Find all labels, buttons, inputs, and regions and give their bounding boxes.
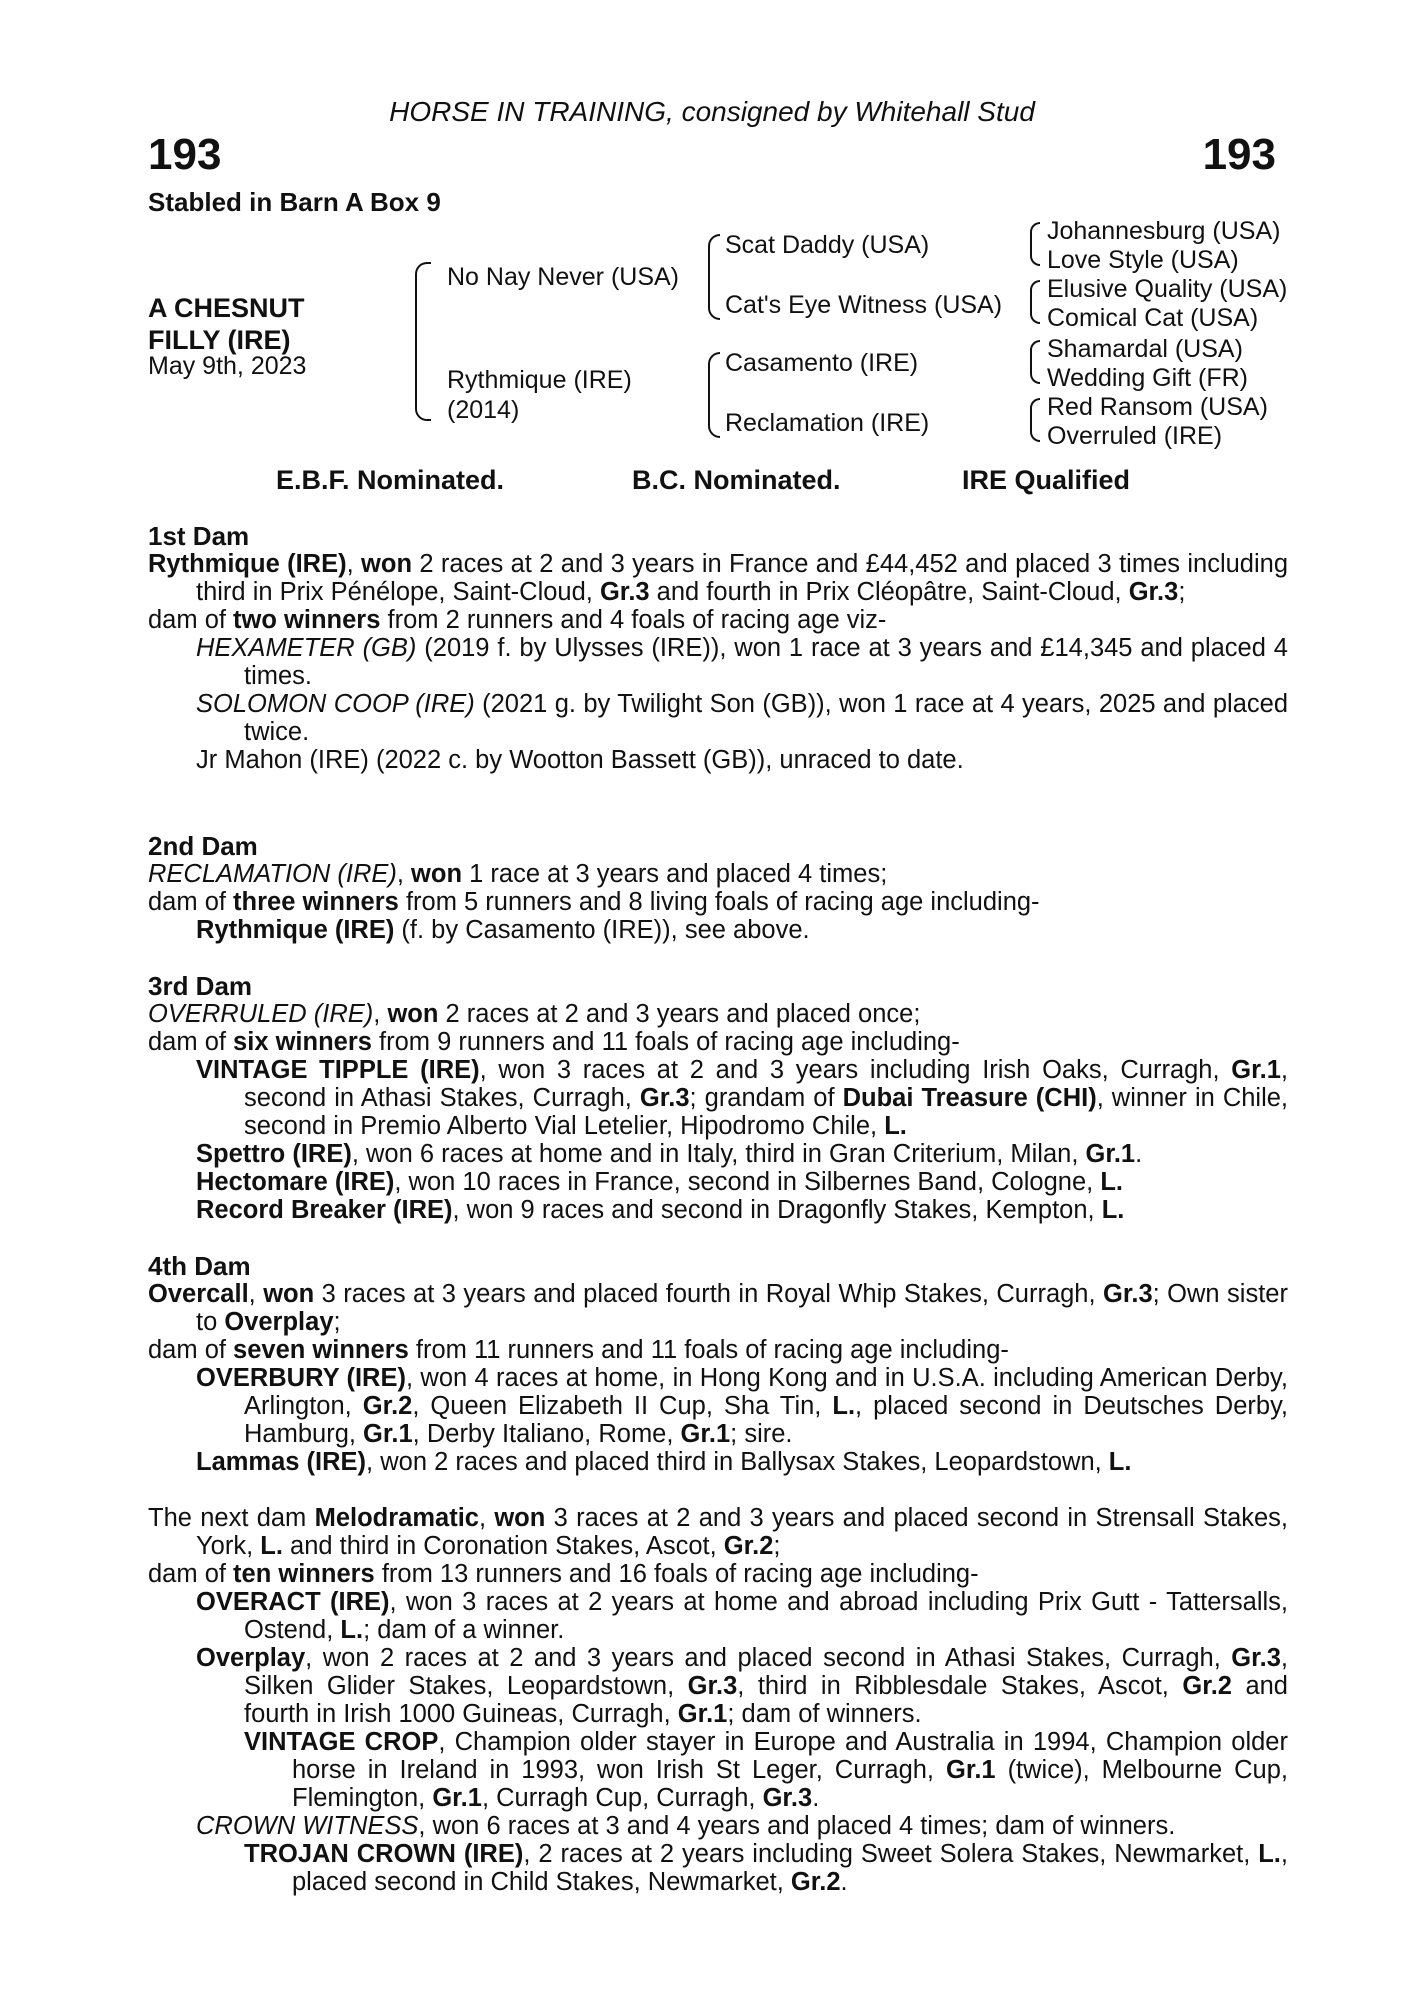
winners-count: three winners bbox=[233, 888, 399, 916]
dam-record: The next dam Melodramatic, won 3 races at 2 and 3 years and placed second in Strensall Stakes, York, L. and third in Coronation Stakes, Ascot, Gr.2; bbox=[148, 1504, 1289, 1560]
offspring-name: TROJAN CROWN (IRE) bbox=[244, 1840, 524, 1868]
offspring-entry bbox=[148, 1140, 1288, 1168]
text: (f. by Casamento (IRE)), see above. bbox=[394, 916, 810, 944]
offspring-name: OVERBURY (IRE) bbox=[196, 1364, 406, 1392]
text: , won 2 races and placed third in Ballysax Stakes, Leopardstown, bbox=[366, 1448, 1109, 1476]
offspring-name: Record Breaker (IRE) bbox=[196, 1196, 453, 1224]
text: , third in Ribblesdale Stakes, Ascot, bbox=[737, 1672, 1183, 1700]
third-dam-section bbox=[148, 972, 1288, 1224]
pedigree-brace bbox=[1030, 280, 1040, 324]
text: , won 10 races in France, second in Silbernes Band, Cologne, bbox=[394, 1168, 1101, 1196]
sister-name: Overplay bbox=[224, 1308, 334, 1336]
dam-record: OVERRULED (IRE), won 2 races at 2 and 3 years and placed once; bbox=[148, 1000, 921, 1028]
won-label: won bbox=[387, 1000, 439, 1028]
text: , Silken Glider Stakes, Leopardstown, bbox=[244, 1644, 1288, 1700]
offspring-name: CROWN WITNESS bbox=[196, 1812, 419, 1840]
pedigree-sdd: Comical Cat (USA) bbox=[1047, 304, 1259, 332]
text: from 13 runners and 16 foals of racing age including- bbox=[374, 1560, 979, 1588]
text: , placed second in Deutsches Derby, Hamburg, bbox=[244, 1392, 1289, 1448]
next-dam-section bbox=[148, 1504, 1288, 1896]
stabling-info: Stabled in Barn A Box 9 bbox=[148, 187, 441, 217]
text: , placed second in Child Stakes, Newmarket, bbox=[292, 1840, 1288, 1896]
text: , won 3 races at 2 and 3 years including Irish Oaks, Curragh, bbox=[479, 1056, 1232, 1084]
dam-name: OVERRULED (IRE) bbox=[148, 1000, 374, 1028]
text: , won 9 races and second in Dragonfly Stakes, Kempton, bbox=[452, 1196, 1102, 1224]
offspring-entry bbox=[148, 1196, 1288, 1224]
pedigree-ddd: Overruled (IRE) bbox=[1047, 422, 1223, 450]
produce-summary bbox=[148, 888, 1288, 916]
pedigree-sss: Johannesburg (USA) bbox=[1047, 217, 1281, 245]
offspring-entry bbox=[148, 1056, 1288, 1140]
pedigree-brace bbox=[1030, 222, 1040, 266]
text: . bbox=[840, 1868, 848, 1896]
offspring-entry bbox=[148, 1644, 1288, 1728]
section-heading: 4th Dam bbox=[148, 1251, 251, 1281]
catalogue-header: HORSE IN TRAINING, consigned by Whitehall Stud bbox=[389, 96, 1035, 127]
text: , Champion older stayer in Europe and Australia in 1994, Champion older horse in Ireland in 1993, won Irish St Leger, Curragh, bbox=[292, 1728, 1288, 1784]
produce-summary bbox=[148, 1028, 1288, 1056]
text: ; bbox=[333, 1308, 341, 1336]
text: 3 races at 2 and 3 years and placed second in Strensall Stakes, York, bbox=[196, 1504, 1289, 1560]
offspring-name: Overplay bbox=[196, 1644, 306, 1672]
offspring-entry bbox=[148, 1448, 1288, 1476]
pedigree-brace bbox=[1030, 340, 1040, 384]
grade-label: Gr.3 bbox=[1128, 578, 1179, 606]
text: , Derby Italiano, Rome, bbox=[412, 1420, 681, 1448]
text: , Queen Elizabeth II Cup, Sha Tin, bbox=[412, 1392, 833, 1420]
text: (2021 g. by Twilight Son (GB)), won 1 race at 4 years, 2025 and placed twice. bbox=[244, 690, 1288, 746]
lot-number-right: 193 bbox=[1202, 130, 1276, 179]
pedigree-brace bbox=[708, 234, 720, 320]
text: (2019 f. by Ulysses (IRE)), won 1 race at 3 years and £14,345 and placed 4 times. bbox=[244, 634, 1288, 690]
text: Jr Mahon (IRE) (2022 c. by Wootton Bassett (GB)), unraced to date. bbox=[196, 746, 964, 774]
grade-label: Gr.2 bbox=[1182, 1672, 1232, 1700]
offspring-entry bbox=[148, 916, 1288, 944]
offspring-name: VINTAGE CROP bbox=[244, 1728, 439, 1756]
grade-label: Gr.1 bbox=[1085, 1140, 1136, 1168]
text: 1 race at 3 years and placed 4 times; bbox=[462, 860, 888, 888]
lot-number-left: 193 bbox=[148, 130, 222, 179]
listed-label: L. bbox=[1101, 1196, 1125, 1224]
listed-label: L. bbox=[1100, 1168, 1123, 1196]
text: ; dam of winners. bbox=[727, 1700, 922, 1728]
grade-label: Gr.2 bbox=[790, 1868, 841, 1896]
pedigree-brace bbox=[415, 262, 431, 421]
fourth-dam-section bbox=[148, 1252, 1288, 1476]
grade-label: Gr.2 bbox=[723, 1532, 774, 1560]
text: , won 4 races at home, in Hong Kong and in U.S.A. including American Derby, Arlington, bbox=[244, 1364, 1288, 1420]
listed-label: L. bbox=[832, 1392, 856, 1420]
offspring-name: VINTAGE TIPPLE (IRE) bbox=[196, 1056, 480, 1084]
grade-label: Gr.3 bbox=[599, 578, 650, 606]
text: ; sire. bbox=[730, 1420, 793, 1448]
grade-label: Gr.1 bbox=[680, 1420, 731, 1448]
text: 2 races at 2 and 3 years and placed once; bbox=[438, 1000, 921, 1028]
text: 3 races at 3 years and placed fourth in Royal Whip Stakes, Curragh, bbox=[314, 1280, 1104, 1308]
pedigree-dam-year: (2014) bbox=[447, 396, 520, 424]
dam-record: Overcall, won 3 races at 3 years and placed fourth in Royal Whip Stakes, Curragh, Gr.3; Own sister to Overplay; bbox=[148, 1280, 1288, 1336]
text: dam of bbox=[148, 1336, 234, 1364]
text: , won 6 races at 3 and 4 years and placed 4 times; dam of winners. bbox=[418, 1812, 1176, 1840]
section-heading: 2nd Dam bbox=[148, 831, 258, 861]
pedigree-brace bbox=[708, 352, 720, 438]
dam-name: Rythmique (IRE) bbox=[148, 550, 347, 578]
horse-description-line1: A CHESNUT bbox=[148, 293, 305, 323]
grade-label: Gr.1 bbox=[1231, 1056, 1281, 1084]
text: . bbox=[812, 1784, 820, 1812]
bc-nomination: B.C. Nominated. bbox=[632, 465, 841, 495]
text: 2 races at 2 and 3 years in France and £44,452 and placed 3 times including third in Prix Pénélope, Saint-Cloud, bbox=[196, 550, 1289, 606]
grade-label: Gr.1 bbox=[945, 1756, 996, 1784]
grade-label: Gr.3 bbox=[1231, 1644, 1281, 1672]
second-dam-section bbox=[148, 832, 1288, 944]
section-heading: 3rd Dam bbox=[148, 971, 253, 1001]
grade-label: Gr.1 bbox=[432, 1784, 482, 1812]
listed-label: L. bbox=[884, 1112, 907, 1140]
text: ; dam of a winner. bbox=[363, 1616, 565, 1644]
produce-summary bbox=[148, 1336, 1288, 1364]
offspring-entry bbox=[148, 690, 1288, 746]
won-label: won bbox=[494, 1504, 546, 1532]
horse-description bbox=[148, 292, 305, 356]
offspring-entry bbox=[148, 1812, 1288, 1840]
pedigree-brace bbox=[1030, 398, 1040, 442]
text: dam of bbox=[148, 1028, 234, 1056]
text: ; bbox=[773, 1532, 781, 1560]
offspring-entry bbox=[148, 1168, 1288, 1196]
first-dam-section bbox=[148, 522, 1288, 774]
text: , second in Athasi Stakes, Curragh, bbox=[244, 1056, 1288, 1112]
grade-label: Gr.1 bbox=[677, 1700, 728, 1728]
text: , won 3 races at 2 years at home and abroad including Prix Gutt - Tattersalls, Ostend, bbox=[244, 1588, 1289, 1644]
winners-count: six winners bbox=[233, 1028, 372, 1056]
pedigree-ssd: Love Style (USA) bbox=[1047, 246, 1239, 274]
grade-label: Gr.3 bbox=[687, 1672, 738, 1700]
offspring-entry bbox=[148, 634, 1288, 690]
offspring-entry bbox=[148, 1364, 1288, 1448]
offspring-name: SOLOMON COOP (IRE) bbox=[196, 690, 475, 718]
winners-count: ten winners bbox=[233, 1560, 375, 1588]
text: dam of bbox=[148, 1560, 234, 1588]
dam-name: Melodramatic bbox=[314, 1504, 479, 1532]
text: from 9 runners and 11 foals of racing age including- bbox=[371, 1028, 960, 1056]
text: from 2 runners and 4 foals of racing age viz- bbox=[380, 606, 887, 634]
listed-label: L. bbox=[340, 1616, 364, 1644]
pedigree-sire: No Nay Never (USA) bbox=[447, 263, 679, 291]
offspring-entry bbox=[148, 1728, 1288, 1812]
text: dam of bbox=[148, 888, 234, 916]
offspring-name: OVERACT (IRE) bbox=[196, 1588, 390, 1616]
won-label: won bbox=[411, 860, 463, 888]
text: (twice), Melbourne Cup, Flemington, bbox=[292, 1756, 1288, 1812]
grade-label: Gr.2 bbox=[362, 1392, 413, 1420]
pedigree-sds: Elusive Quality (USA) bbox=[1047, 275, 1288, 303]
listed-label: L. bbox=[260, 1532, 283, 1560]
horse-description-line2: FILLY (IRE) bbox=[148, 325, 291, 355]
dam-name: RECLAMATION (IRE) bbox=[148, 860, 397, 888]
grade-label: Gr.3 bbox=[1103, 1280, 1153, 1308]
text: from 5 runners and 8 living foals of racing age including- bbox=[398, 888, 1040, 916]
pedigree-sire-sire: Scat Daddy (USA) bbox=[725, 231, 930, 259]
text: from 11 runners and 11 foals of racing age including- bbox=[408, 1336, 1009, 1364]
text: , 2 races at 2 years including Sweet Solera Stakes, Newmarket, bbox=[523, 1840, 1259, 1868]
text: , Curragh Cup, Curragh, bbox=[481, 1784, 763, 1812]
dam-record: RECLAMATION (IRE), won 1 race at 3 years and placed 4 times; bbox=[148, 860, 888, 888]
text: and fourth in Irish 1000 Guineas, Curragh, bbox=[244, 1672, 1288, 1728]
pedigree-dam: Rythmique (IRE) bbox=[447, 366, 632, 394]
text: and fourth in Prix Cléopâtre, Saint-Cloud, bbox=[649, 578, 1129, 606]
text: , won 6 races at home and in Italy, third in Gran Criterium, Milan, bbox=[351, 1140, 1086, 1168]
won-label: won bbox=[361, 550, 413, 578]
offspring-name: Rythmique (IRE) bbox=[196, 916, 395, 944]
text: dam of bbox=[148, 606, 234, 634]
produce-summary bbox=[148, 1560, 1288, 1588]
pedigree-sire-dam: Cat's Eye Witness (USA) bbox=[725, 291, 1003, 319]
dam-record: Rythmique (IRE), won 2 races at 2 and 3 years in France and £44,452 and placed 3 times including third in Prix Pénélope, Saint-Cloud, Gr.3 and fourth in Prix Cléopâtre, Saint-Cloud, Gr.3; bbox=[148, 550, 1289, 606]
listed-label: L. bbox=[1108, 1448, 1132, 1476]
dam-name: Overcall bbox=[148, 1280, 249, 1308]
offspring-name: Hectomare (IRE) bbox=[196, 1168, 395, 1196]
offspring-name: Lammas (IRE) bbox=[196, 1448, 367, 1476]
winners-count: two winners bbox=[233, 606, 381, 634]
grade-label: Gr.1 bbox=[363, 1420, 413, 1448]
grand-offspring-name: Dubai Treasure (CHI) bbox=[842, 1084, 1097, 1112]
text: , winner in Chile, second in Premio Alberto Vial Letelier, Hipodromo Chile, bbox=[244, 1084, 1289, 1140]
pedigree-dds: Red Ransom (USA) bbox=[1047, 393, 1268, 421]
text: and third in Coronation Stakes, Ascot, bbox=[282, 1532, 724, 1560]
text: ; grandam of bbox=[689, 1084, 843, 1112]
grade-label: Gr.3 bbox=[639, 1084, 690, 1112]
ire-qualified: IRE Qualified bbox=[962, 465, 1131, 495]
text: , won 2 races at 2 and 3 years and placed second in Athasi Stakes, Curragh, bbox=[305, 1644, 1232, 1672]
pedigree-dsd: Wedding Gift (FR) bbox=[1047, 364, 1248, 392]
offspring-entry bbox=[148, 1840, 1288, 1896]
grade-label: Gr.3 bbox=[762, 1784, 813, 1812]
pedigree-dam-sire: Casamento (IRE) bbox=[725, 349, 919, 377]
listed-label: L. bbox=[1258, 1840, 1281, 1868]
pedigree-dss: Shamardal (USA) bbox=[1047, 335, 1243, 363]
offspring-name: HEXAMETER (GB) bbox=[196, 634, 417, 662]
section-heading: 1st Dam bbox=[148, 521, 250, 551]
winners-count: seven winners bbox=[233, 1336, 409, 1364]
horse-birthdate: May 9th, 2023 bbox=[148, 352, 307, 380]
won-label: won bbox=[263, 1280, 315, 1308]
text: ; bbox=[1178, 578, 1186, 606]
text: The next dam bbox=[148, 1504, 315, 1532]
ebf-nomination: E.B.F. Nominated. bbox=[276, 465, 505, 495]
text: ; Own sister to bbox=[196, 1280, 1288, 1336]
offspring-entry bbox=[148, 746, 1288, 774]
pedigree-dam-dam: Reclamation (IRE) bbox=[725, 409, 930, 437]
produce-summary bbox=[148, 606, 1288, 634]
offspring-entry bbox=[148, 1588, 1288, 1644]
offspring-name: Spettro (IRE) bbox=[196, 1140, 352, 1168]
text: . bbox=[1135, 1140, 1143, 1168]
